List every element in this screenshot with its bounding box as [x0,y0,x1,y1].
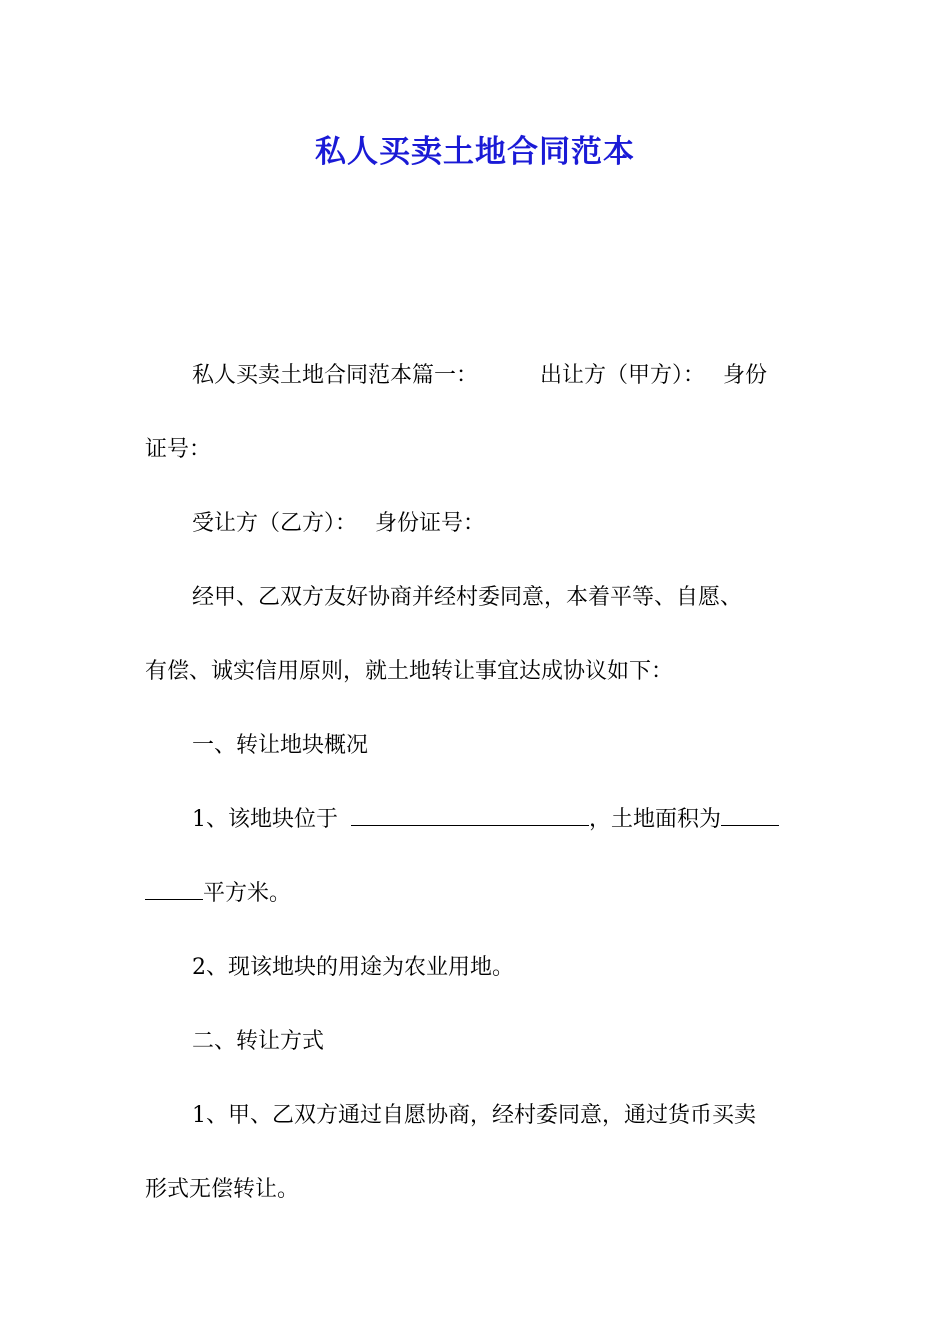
section-2-heading: 二、转让方式 [192,1029,325,1054]
transferor-id-label-start: 身份 [723,363,768,388]
intro-line [145,339,810,413]
preamble-text-1: 经甲、乙双方友好协商并经村委同意，本着平等、自愿、 [192,585,743,610]
location-label: 1、该地块位于 [192,807,338,832]
transferee-id-label: 身份证号： [375,511,486,536]
area-blank-part-1 [721,803,779,826]
area-blank-part-2 [145,877,203,900]
transferee-line [145,487,810,561]
preamble-line-1 [145,561,810,635]
transferee-label: 受让方（乙方）： [192,511,358,536]
section-2-item-1-text-2: 形式无偿转让。 [145,1177,300,1202]
area-label: ，土地面积为 [589,807,722,832]
section-2-item-1-line-1 [145,1079,810,1153]
section-2-item-1-text-1: 1、甲、乙双方通过自愿协商，经村委同意，通过货币买卖 [192,1103,756,1128]
document-title: 私人买卖土地合同范本 [315,134,635,170]
section-1-item-1-line-1 [145,783,810,857]
section-1-item-1-line-2 [145,857,810,931]
section-2-item-1-line-2 [145,1153,810,1227]
transferor-label: 出让方（甲方）： [540,363,706,388]
transferor-id-label-end: 证号： [145,437,212,462]
transferor-id-line [145,413,810,487]
section-1-item-2: 2、现该地块的用途为农业用地。 [192,955,514,980]
section-1-heading: 一、转让地块概况 [192,733,369,758]
location-blank [351,803,589,826]
document-body [145,339,810,1227]
preamble-line-2 [145,635,810,709]
intro-heading: 私人买卖土地合同范本篇一： [192,363,479,388]
preamble-text-2: 有偿、诚实信用原则，就土地转让事宜达成协议如下： [145,659,674,684]
area-unit: 平方米。 [203,881,292,906]
